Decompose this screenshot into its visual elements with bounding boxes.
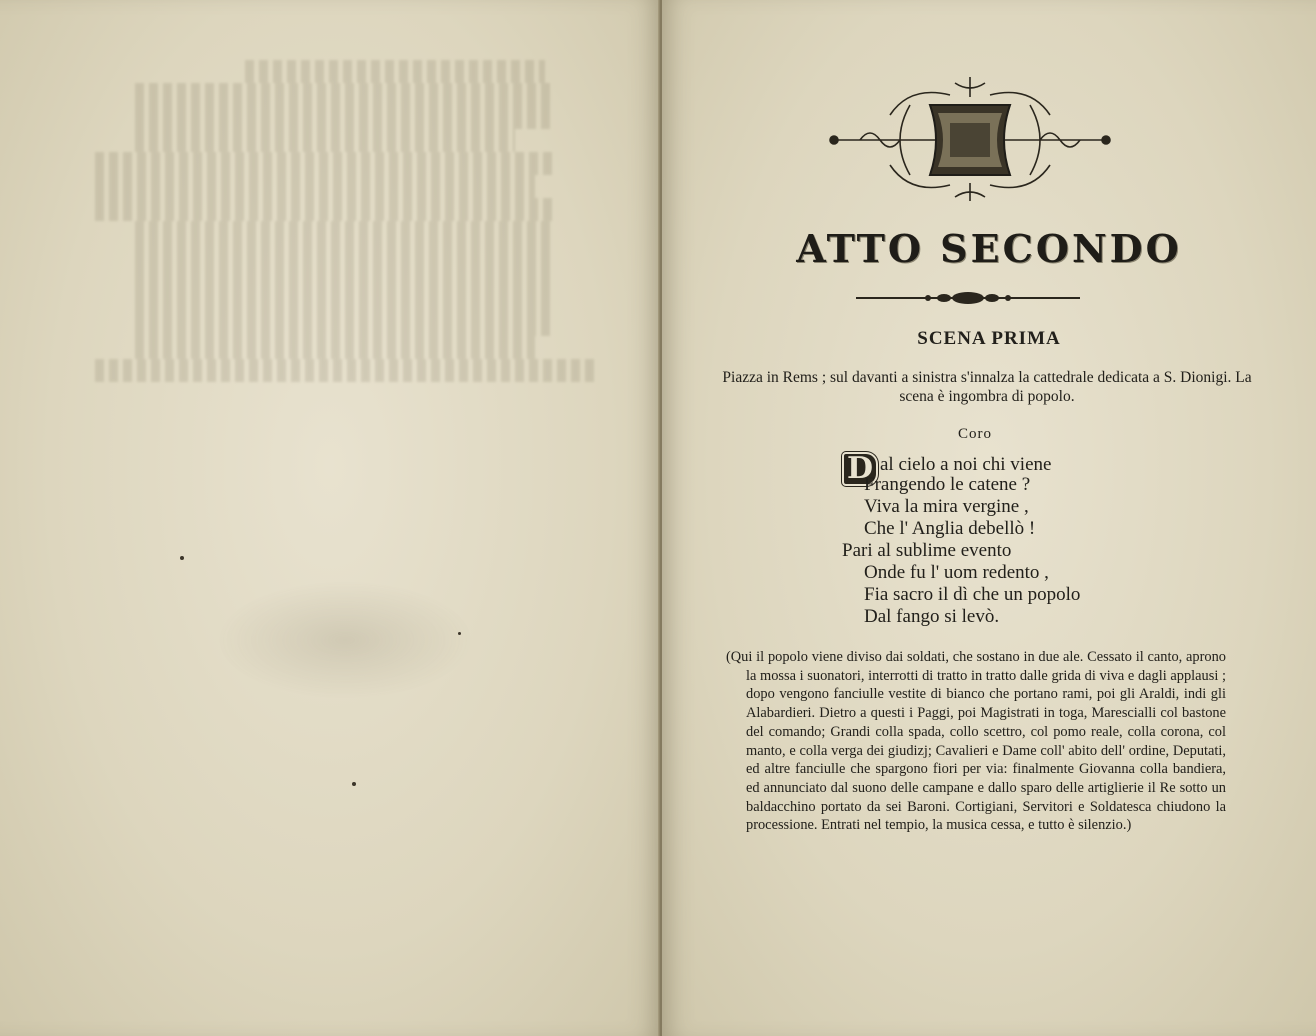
paper-speck <box>458 632 461 635</box>
stage-direction-note <box>726 648 1226 835</box>
right-page <box>662 0 1316 1036</box>
scene-title: SCENA PRIMA <box>917 328 1061 349</box>
dropcap-letter: D <box>842 452 878 486</box>
paper-speck <box>180 556 184 560</box>
act-title: ATTO SECONDO <box>796 226 1182 271</box>
verse-line: Pari al sublime evento <box>842 540 1012 561</box>
bleed-through-text <box>95 60 615 900</box>
verse-line: Fia sacro il dì che un popolo <box>864 584 1081 605</box>
verse-line-text: al cielo a noi chi viene <box>880 454 1052 475</box>
headpiece-ornament-icon <box>820 75 1120 205</box>
verse-line: Dal fango si levò. <box>864 606 1000 627</box>
paper-speck <box>352 782 356 786</box>
decorative-rule-icon <box>856 289 1080 307</box>
chorus-verse <box>842 452 1222 628</box>
speaker-label: Coro <box>958 426 992 442</box>
verse-line: Frangendo le catene ? <box>864 474 1031 495</box>
verse-line: Viva la mira vergine , <box>864 496 1029 517</box>
stage-description: Piazza in Rems ; sul davanti a sinistra s'innalza la cattedrale dedicata a S. Dionigi. La scena è ingombra di popolo. <box>722 369 1252 405</box>
page-content <box>662 0 1316 1036</box>
verse-line: Onde fu l' uom redento , <box>864 562 1049 583</box>
verse-line: Che l' Anglia debellò ! <box>864 518 1036 539</box>
stage-direction-text: (Qui il popolo viene diviso dai soldati, che sostano in due ale. Cessato il canto, aprono la mossa i suonatori, interrotti di tratto in tratto dalle grida di viva e dagli applausi ; dopo vengono fanciulle vestite di bianco che portano rami, poi gli Araldi, indi gli Alabardieri. Dietro a questi i Paggi, poi Magistrati in toga, Marescialli col bastone del comando; Grandi colla spada, collo scettro, col pomo reale, colla corona, col manto, e colla verga dei giudizj; Cavalieri e Dame coll' abito dell' ordine, Deputati, ed altre fanciulle che spargono fiori per via: finalmente Giovanna colla bandiera, ed annunciato dal suono delle campane e dallo sparo delle artiglierie il Re sotto un baldacchino portato da sei Baroni. Cortigiani, Servitori e Soldatesca chiudono la processione. Entrati nel tempio, la musica cessa, e tutto è silenzio.) <box>726 649 1226 834</box>
